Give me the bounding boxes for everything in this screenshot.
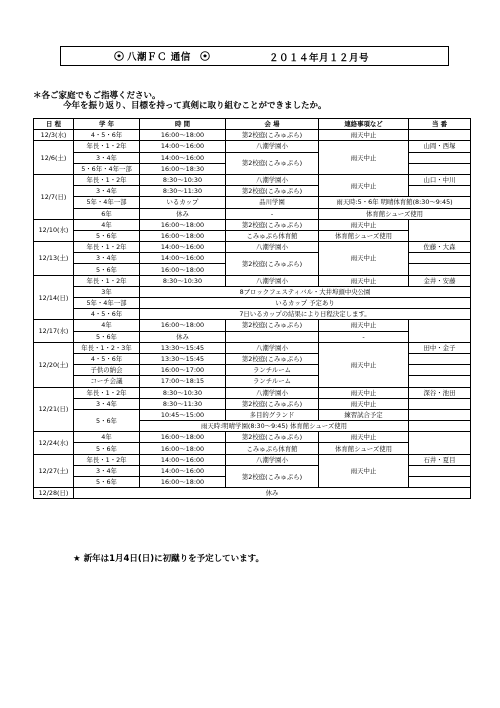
notes-cell: 雨天中止 — [319, 320, 409, 331]
grade-cell: 年長・1・2年 — [74, 174, 140, 185]
table-row — [34, 219, 471, 230]
duty-cell — [409, 398, 471, 409]
duty-cell — [409, 465, 471, 476]
venue-cell: 第2校庭(こみゅぷら) — [226, 353, 319, 364]
grade-cell: 3・4年 — [74, 152, 140, 163]
duty-cell — [409, 432, 471, 454]
time-cell: 16:00～18:00 — [140, 443, 226, 454]
time-cell: 16:00～18:30 — [140, 163, 226, 174]
venue-cell: 第2校庭(こみゅぷら) — [226, 398, 319, 409]
venue-cell: 第2校庭(こみゅぷら) — [226, 320, 319, 331]
time-cell: 16:00～18:00 — [140, 130, 226, 141]
notes-cell: 体育館シューズ使用 — [319, 230, 409, 241]
duty-cell — [409, 409, 471, 420]
table-row — [34, 275, 471, 286]
soccer-ball-icon — [200, 51, 210, 61]
time-cell: 13:30～15:45 — [140, 353, 226, 364]
duty-cell — [409, 320, 471, 342]
grade-cell: 4年 — [74, 219, 140, 230]
notes-cell: 雨天中止 — [319, 130, 409, 141]
venue-cell: 第2校庭(こみゅぷら) — [226, 152, 319, 174]
time-cell: 16:00～18:00 — [140, 219, 226, 230]
grade-cell: 5・6年 — [74, 443, 140, 454]
grade-cell: 年長・1・2年 — [74, 454, 140, 465]
date-cell: 12/14(日) — [34, 275, 74, 320]
time-cell: 16:00～18:00 — [140, 264, 226, 275]
footer-note: ★ 新年は1月4日(日)に初蹴りを予定しています。 — [73, 554, 264, 564]
duty-cell: 田中・金子 — [409, 342, 471, 353]
issue-date: ２０１４年月１２月号 — [269, 53, 370, 64]
col-time: 時 間 — [140, 119, 226, 130]
venue-cell: 第2校庭(こみゅぷら) — [226, 219, 319, 230]
grade-cell: 5・6年 — [74, 264, 140, 275]
table-row — [34, 174, 471, 185]
date-cell: 12/24(水) — [34, 432, 74, 454]
venue-cell: 第2校庭(こみゅぷら) — [226, 432, 319, 443]
grade-cell: 5年・4年一部 — [74, 197, 140, 208]
table-row — [34, 208, 471, 219]
notes-cell: 体育館シューズ使用 — [319, 208, 471, 219]
notes-cell: 雨天中止 — [319, 432, 409, 443]
notes-cell: 雨天中止 — [319, 398, 409, 409]
time-cell: 8:30～10:30 — [140, 174, 226, 185]
grade-cell: 3・4年 — [74, 465, 140, 476]
newsletter-title: 八潮ＦＣ 通信 — [127, 52, 191, 63]
venue-cell: 八潮学園小 — [226, 141, 319, 152]
duty-cell — [409, 376, 471, 387]
table-row — [34, 398, 471, 409]
time-cell: 14:00～16:00 — [140, 253, 226, 264]
date-cell: 12/13(土) — [34, 242, 74, 276]
grade-cell: 年長・1・2年 — [74, 242, 140, 253]
grade-cell: 子供の納会 — [74, 365, 140, 376]
grade-cell: 年長・1・2年 — [74, 275, 140, 286]
venue-cell: 第2校庭(こみゅぷら) — [226, 186, 319, 197]
intro-message: 今年を振り返り、目標を持って真剣に取り組むことができましたか。 — [63, 101, 327, 111]
grade-cell: 4年 — [74, 320, 140, 331]
schedule-table — [33, 118, 471, 499]
grade-cell: 年長・1・2年 — [74, 141, 140, 152]
duty-cell: 佐藤・大森 — [409, 242, 471, 253]
grade-cell: 4・5・6年 — [74, 353, 140, 364]
time-cell: 8:30～11:30 — [140, 186, 226, 197]
duty-cell — [409, 152, 471, 163]
duty-cell: 石井・夏目 — [409, 454, 471, 465]
newsletter-header — [60, 46, 449, 66]
time-cell: 14:00～16:00 — [140, 454, 226, 465]
time-cell: 14:00～16:00 — [140, 465, 226, 476]
duty-cell — [409, 130, 471, 141]
table-header-row — [34, 119, 471, 130]
venue-cell: 八潮学園小 — [226, 275, 319, 286]
table-row — [34, 488, 471, 499]
date-cell: 12/21(日) — [34, 387, 74, 432]
grade-cell: 5・6年 — [74, 477, 140, 488]
time-cell: 14:00～16:00 — [140, 242, 226, 253]
table-row — [34, 197, 471, 208]
venue-cell: ランチルーム — [226, 376, 319, 387]
soccer-ball-icon — [114, 51, 124, 61]
col-grade: 学 年 — [74, 119, 140, 130]
venue-cell: ランチルーム — [226, 365, 319, 376]
notes-cell: - — [319, 331, 409, 342]
venue-cell: 八潮学園小 — [226, 454, 319, 465]
time-cell: 16:00～18:00 — [140, 432, 226, 443]
table-row — [34, 331, 471, 342]
table-row — [34, 242, 471, 253]
table-row — [34, 141, 471, 152]
event-cell: いるカップ 予定あり — [140, 298, 471, 309]
notes-cell: 雨天中止 — [319, 219, 409, 230]
venue-cell: 第2校庭(こみゅぷら) — [226, 130, 319, 141]
time-cell: 8:30～10:30 — [140, 387, 226, 398]
date-cell: 12/7(日) — [34, 174, 74, 219]
grade-cell: 5・6年 — [74, 409, 140, 431]
duty-cell — [409, 186, 471, 197]
venue-cell: 八潮学園小 — [226, 342, 319, 353]
time-cell: 16:00～18:00 — [140, 230, 226, 241]
duty-cell — [409, 477, 471, 488]
grade-cell: コーチ会議 — [74, 376, 140, 387]
date-cell: 12/10(水) — [34, 219, 74, 241]
event-cell: 雨天時:明晴学園(8:30～9:45) 体育館シューズ使用 — [140, 421, 409, 432]
event-cell: 7日いるカップの結果により日程決定します。 — [140, 309, 471, 320]
grade-cell: 5年・4年一部 — [74, 298, 140, 309]
table-row — [34, 432, 471, 443]
duty-cell — [409, 253, 471, 264]
time-cell: 14:00～16:00 — [140, 141, 226, 152]
duty-cell — [409, 163, 471, 174]
date-cell: 12/20(土) — [34, 342, 74, 387]
venue-cell: こみゅぷら体育館 — [226, 443, 319, 454]
table-row — [34, 286, 471, 297]
notes-cell: 雨天中止 — [319, 454, 409, 488]
notes-cell: 練習試合予定 — [319, 409, 409, 420]
table-row — [34, 342, 471, 353]
time-cell: 16:00～18:00 — [140, 320, 226, 331]
time-cell: 8:30～10:30 — [140, 275, 226, 286]
venue-cell: 第2校庭(こみゅぷら) — [226, 253, 319, 275]
time-cell: 16:00～17:00 — [140, 365, 226, 376]
time-cell: 16:00～18:00 — [140, 477, 226, 488]
duty-cell — [409, 219, 471, 241]
time-cell: 14:00～16:00 — [140, 152, 226, 163]
duty-cell — [409, 353, 471, 364]
date-cell: 12/17(水) — [34, 320, 74, 342]
col-date: 日 程 — [34, 119, 74, 130]
venue-cell: 多目的グランド — [226, 409, 319, 420]
notes-cell: 雨天時:5・6年 明晴体育館(8:30～9:45) — [319, 197, 471, 208]
time-cell: 8:30～11:30 — [140, 398, 226, 409]
grade-cell: 4・5・6年 — [74, 130, 140, 141]
duty-cell — [409, 365, 471, 376]
notes-cell: 雨天中止 — [319, 342, 409, 387]
venue-cell: 第2校庭(こみゅぷら) — [226, 465, 319, 487]
duty-cell: 山岡・西塚 — [409, 141, 471, 152]
notes-cell: 雨天中止 — [319, 174, 409, 196]
grade-cell: 年長・1・2年 — [74, 387, 140, 398]
notes-cell: 体育館シューズ使用 — [319, 443, 409, 454]
time-cell: 13:30～15:45 — [140, 342, 226, 353]
grade-cell: 年長・1・2・3年 — [74, 342, 140, 353]
col-notes: 連絡事項など — [319, 119, 409, 130]
table-row — [34, 454, 471, 465]
venue-cell: 八潮学園小 — [226, 242, 319, 253]
duty-cell: 山口・中川 — [409, 174, 471, 185]
grade-cell: 3・4年 — [74, 186, 140, 197]
intro-note: ＊各ご家庭でもご指導ください。 — [33, 91, 161, 101]
grade-cell: 5・6年 — [74, 230, 140, 241]
venue-cell: こみゅぷら体育館 — [226, 230, 319, 241]
duty-cell: 深谷・池田 — [409, 387, 471, 398]
notes-cell: 雨天中止 — [319, 387, 409, 398]
venue-cell: 品川学園 — [226, 197, 319, 208]
grade-cell: 3・4年 — [74, 253, 140, 264]
notes-cell: 雨天中止 — [319, 242, 409, 276]
time-cell: 17:00～18:15 — [140, 376, 226, 387]
notes-cell: 雨天中止 — [319, 275, 409, 286]
grade-cell: 5・6年 — [74, 331, 140, 342]
table-row — [34, 443, 471, 454]
notes-cell: 雨天中止 — [319, 141, 409, 175]
venue-cell: 八潮学園小 — [226, 387, 319, 398]
venue-cell: - — [226, 208, 319, 219]
event-cell: 休み — [74, 488, 471, 499]
table-row — [34, 409, 471, 420]
duty-cell — [409, 264, 471, 275]
grade-cell: 4年 — [74, 432, 140, 443]
date-cell: 12/6(土) — [34, 141, 74, 175]
duty-cell: 金井・安藤 — [409, 275, 471, 286]
table-row — [34, 320, 471, 331]
table-row — [34, 230, 471, 241]
date-cell: 12/27(土) — [34, 454, 74, 488]
event-cell: 8ブロックフェスティバル・大井埠頭中央公園 — [140, 286, 471, 297]
grade-cell: 4・5・6年 — [74, 309, 140, 320]
venue-cell: 八潮学園小 — [226, 174, 319, 185]
col-duty: 当 番 — [409, 119, 471, 130]
date-cell: 12/3(水) — [34, 130, 74, 141]
grade-cell: 5・6年・4年一部 — [74, 163, 140, 174]
grade-cell: 3年 — [74, 286, 140, 297]
venue-cell — [226, 331, 319, 342]
time-cell: いるカップ — [140, 197, 226, 208]
duty-cell — [409, 421, 471, 432]
col-venue: 会 場 — [226, 119, 319, 130]
table-row — [34, 309, 471, 320]
time-cell: 休み — [140, 208, 226, 219]
table-row — [34, 387, 471, 398]
date-cell: 12/28(日) — [34, 488, 74, 499]
time-cell: 10:45～15:00 — [140, 409, 226, 420]
grade-cell: 3・4年 — [74, 398, 140, 409]
grade-cell: 6年 — [74, 208, 140, 219]
time-cell: 休み — [140, 331, 226, 342]
table-row — [34, 130, 471, 141]
table-row — [34, 298, 471, 309]
